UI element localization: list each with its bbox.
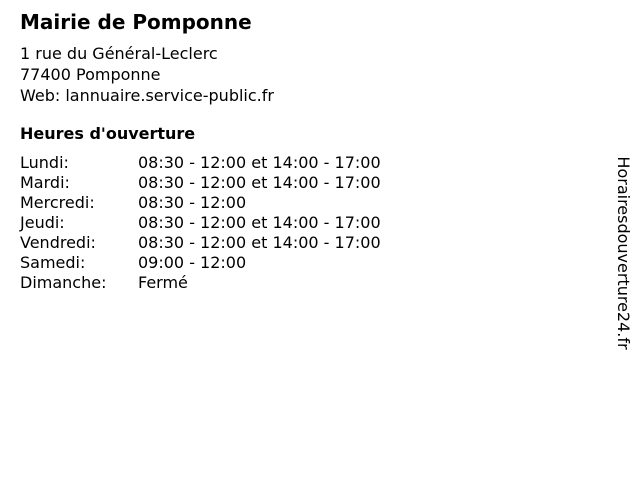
- website-line: Web: lannuaire.service-public.fr: [20, 86, 274, 105]
- time-value: 08:30 - 12:00: [138, 193, 247, 212]
- time-value: 08:30 - 12:00 et 14:00 - 17:00: [138, 213, 381, 232]
- time-value: 08:30 - 12:00 et 14:00 - 17:00: [138, 153, 381, 172]
- address-city: 77400 Pomponne: [20, 65, 161, 84]
- address-block: [20, 43, 274, 106]
- time-value: 08:30 - 12:00 et 14:00 - 17:00: [138, 233, 381, 252]
- day-label: Samedi:: [20, 253, 86, 272]
- day-label: Mardi:: [20, 173, 70, 192]
- day-label: Mercredi:: [20, 193, 95, 212]
- day-label: Dimanche:: [20, 273, 107, 292]
- day-label: Jeudi:: [20, 213, 65, 232]
- time-value: 08:30 - 12:00 et 14:00 - 17:00: [138, 173, 381, 192]
- site-watermark: Horairesdouverture24.fr: [614, 156, 633, 350]
- time-value: 09:00 - 12:00: [138, 253, 247, 272]
- day-label: Lundi:: [20, 153, 69, 172]
- day-label: Vendredi:: [20, 233, 96, 252]
- address-street: 1 rue du Général-Leclerc: [20, 44, 218, 63]
- opening-hours-heading: Heures d'ouverture: [20, 124, 196, 143]
- time-value: Fermé: [138, 273, 188, 292]
- place-title: Mairie de Pomponne: [20, 10, 252, 34]
